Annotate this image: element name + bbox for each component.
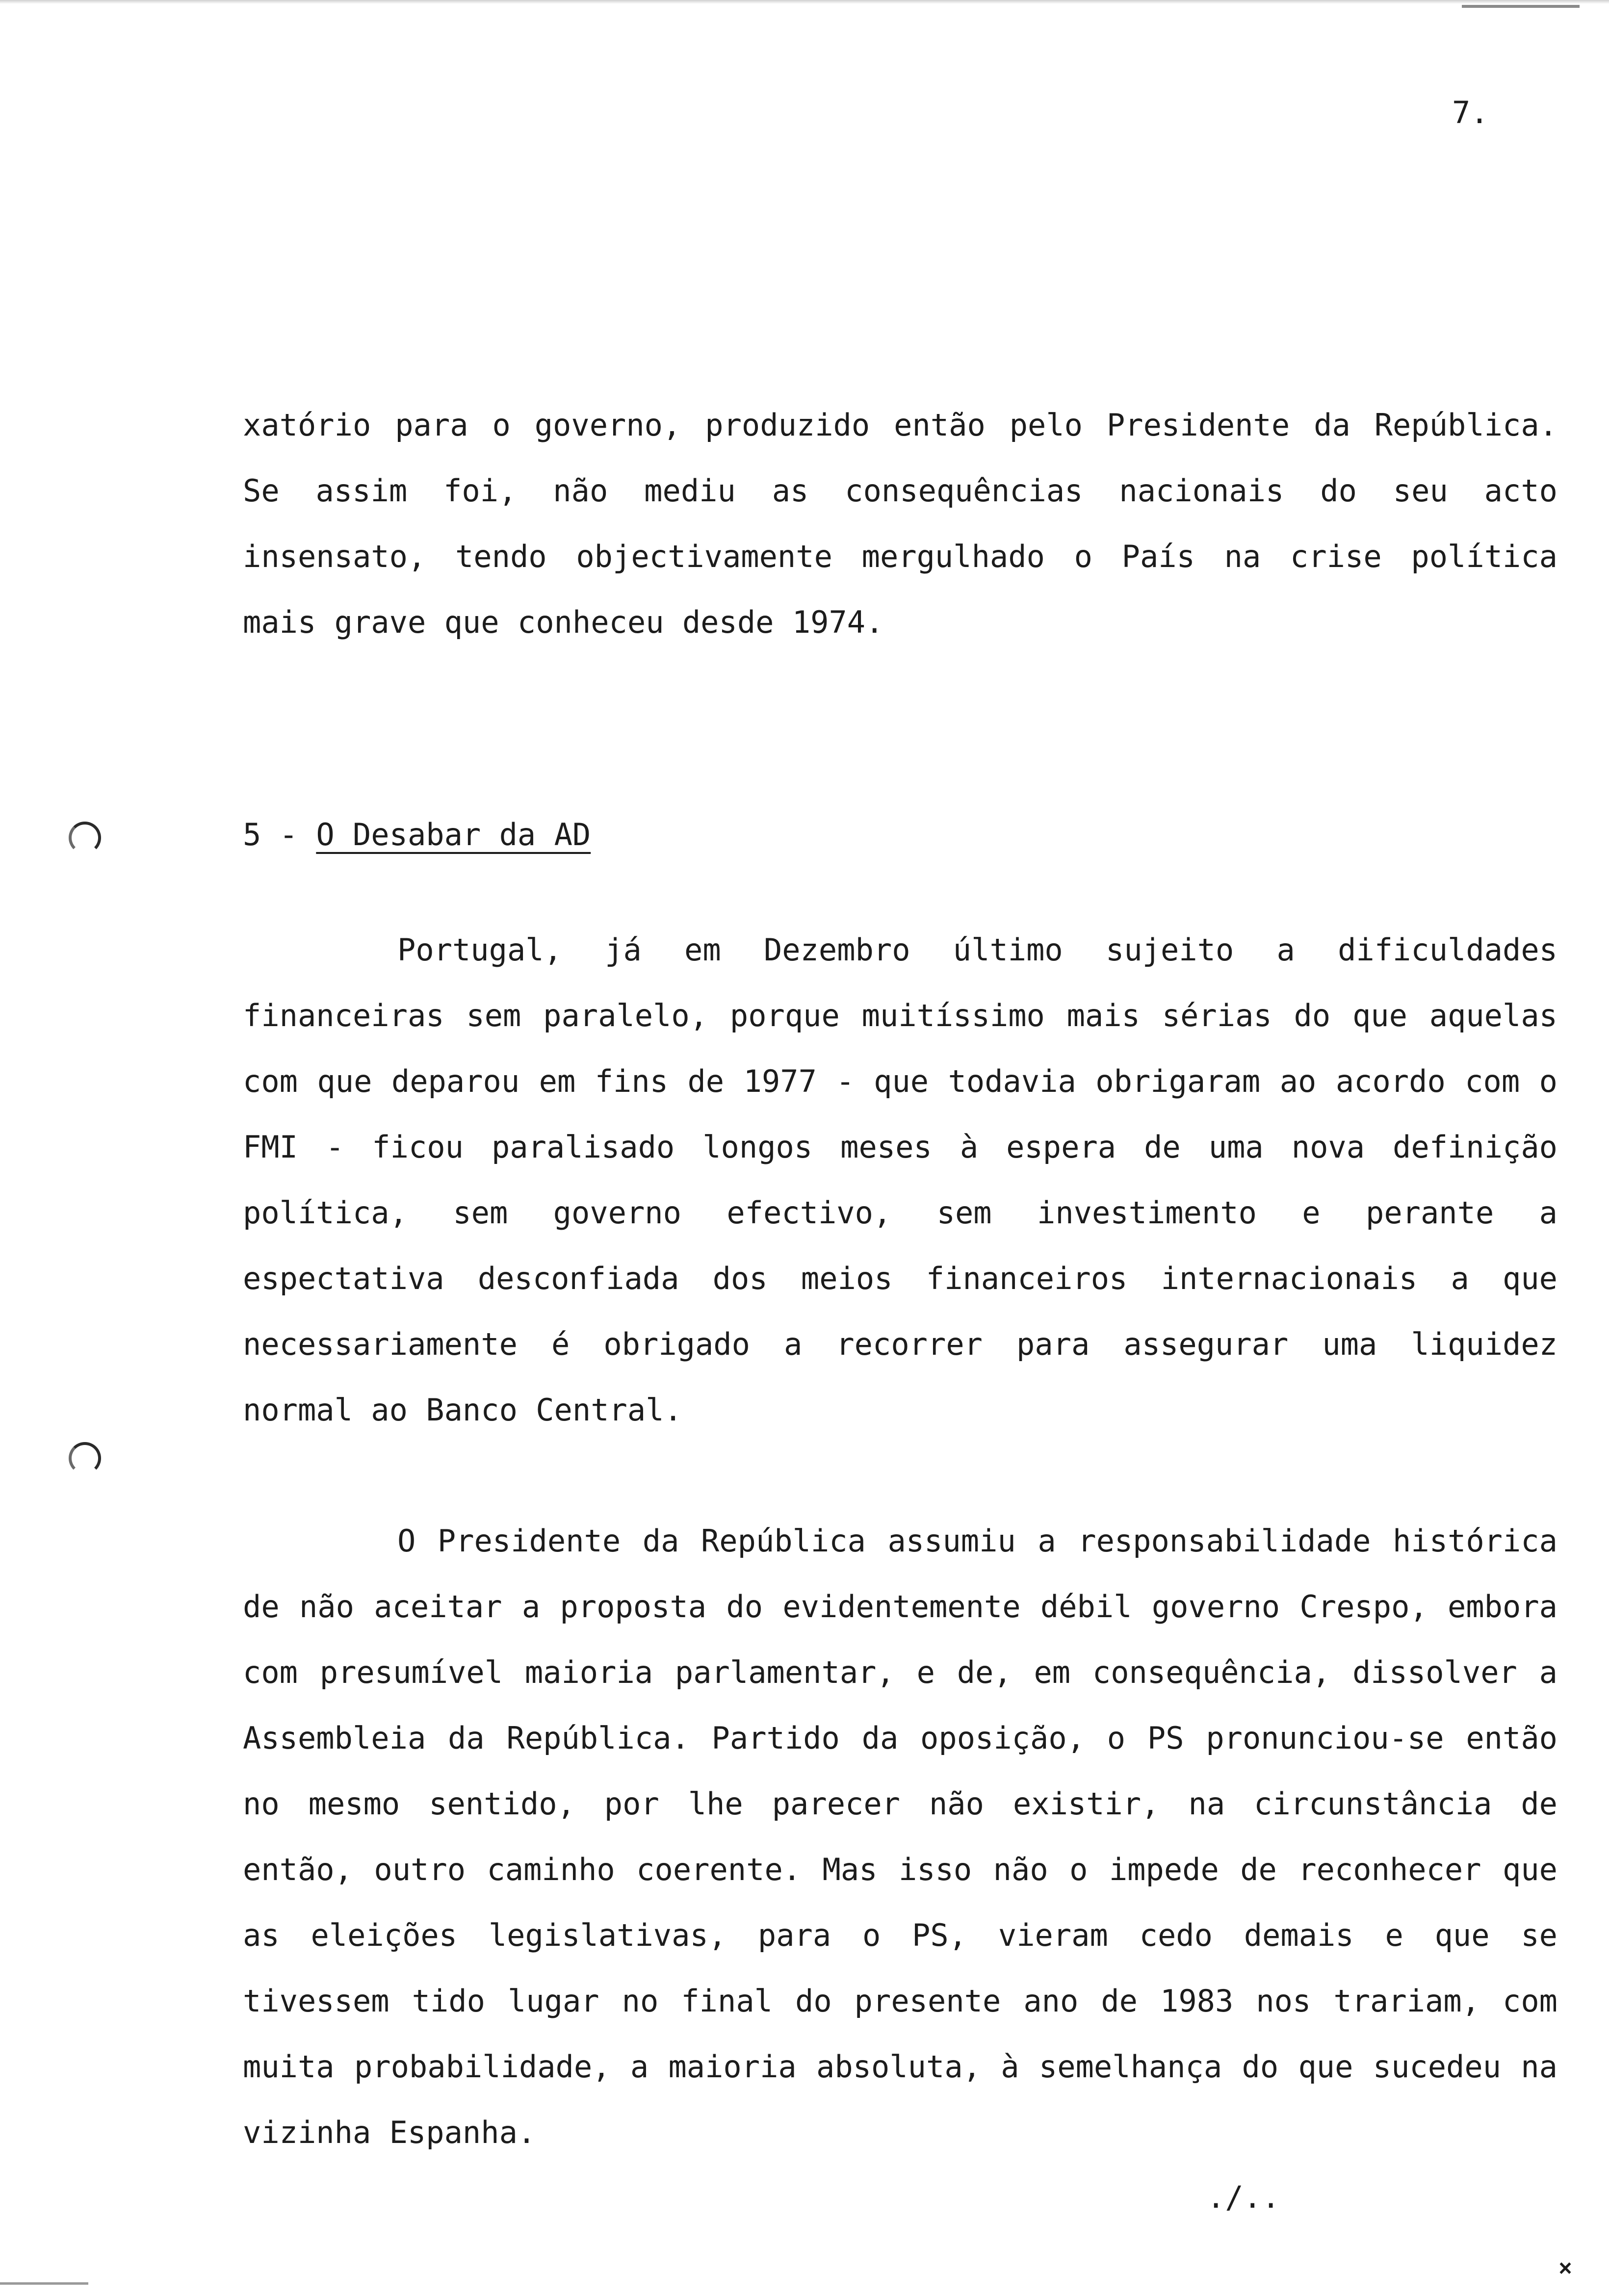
scan-top-edge-mark <box>1462 5 1580 8</box>
paragraph-presidente: O Presidente da República assumiu a responsabilidade histórica de não aceitar a proposta do evidentemente débil governo Crespo, embora com presumível maioria parlamentar, e de, em consequência, dissolver a Assembleia da República. Partido da oposição, o PS pronunciou-se então no mesmo sentido, por lhe parecer não existir, na circunstância de então, outro caminho coerente. Mas isso não o impede de reconhecer que as eleições legislativas, para o PS, vieram cedo demais e que se tivessem tido lugar no final do presente ano de 1983 nos trariam, com muita probabilidade, a maioria absoluta, à semelhança do que sucedeu na vizinha Espanha. <box>243 1523 1557 2150</box>
page-number: 7. <box>1452 95 1489 130</box>
punch-hole-icon <box>69 822 101 854</box>
punch-hole-icon <box>69 1442 101 1474</box>
corner-mark-icon: ˟ <box>1555 2256 1576 2296</box>
scan-bottom-edge <box>0 2282 88 2285</box>
paragraph-portugal: Portugal, já em Dezembro último sujeito a dificuldades financeiras sem paralelo, porque muitíssimo mais sérias do que aquelas com que deparou em fins de 1977 - que todavia obrigaram ao acordo com o FMI - ficou paralisado longos meses à espera de uma nova definição política, sem governo efectivo, sem investimento e perante a espectativa desconfiada dos meios financeiros internacionais a que necessariamente é obrigado a recorrer para assegurar uma liquidez normal ao Banco Central. <box>243 932 1557 1428</box>
paragraph-continued: xatório para o governo, produzido então pelo Presidente da República. Se assim foi, não mediu as consequências nacionais do seu acto insensato, tendo objectivamente mergulhado o País na crise política mais grave que conheceu desde 1974. <box>243 407 1557 640</box>
section-title: O Desabar da AD <box>316 817 591 852</box>
continuation-mark: ./.. <box>1207 2179 1280 2215</box>
section-heading <box>243 802 591 868</box>
section-number: 5 - <box>243 817 298 852</box>
scan-top-edge <box>0 0 1609 4</box>
